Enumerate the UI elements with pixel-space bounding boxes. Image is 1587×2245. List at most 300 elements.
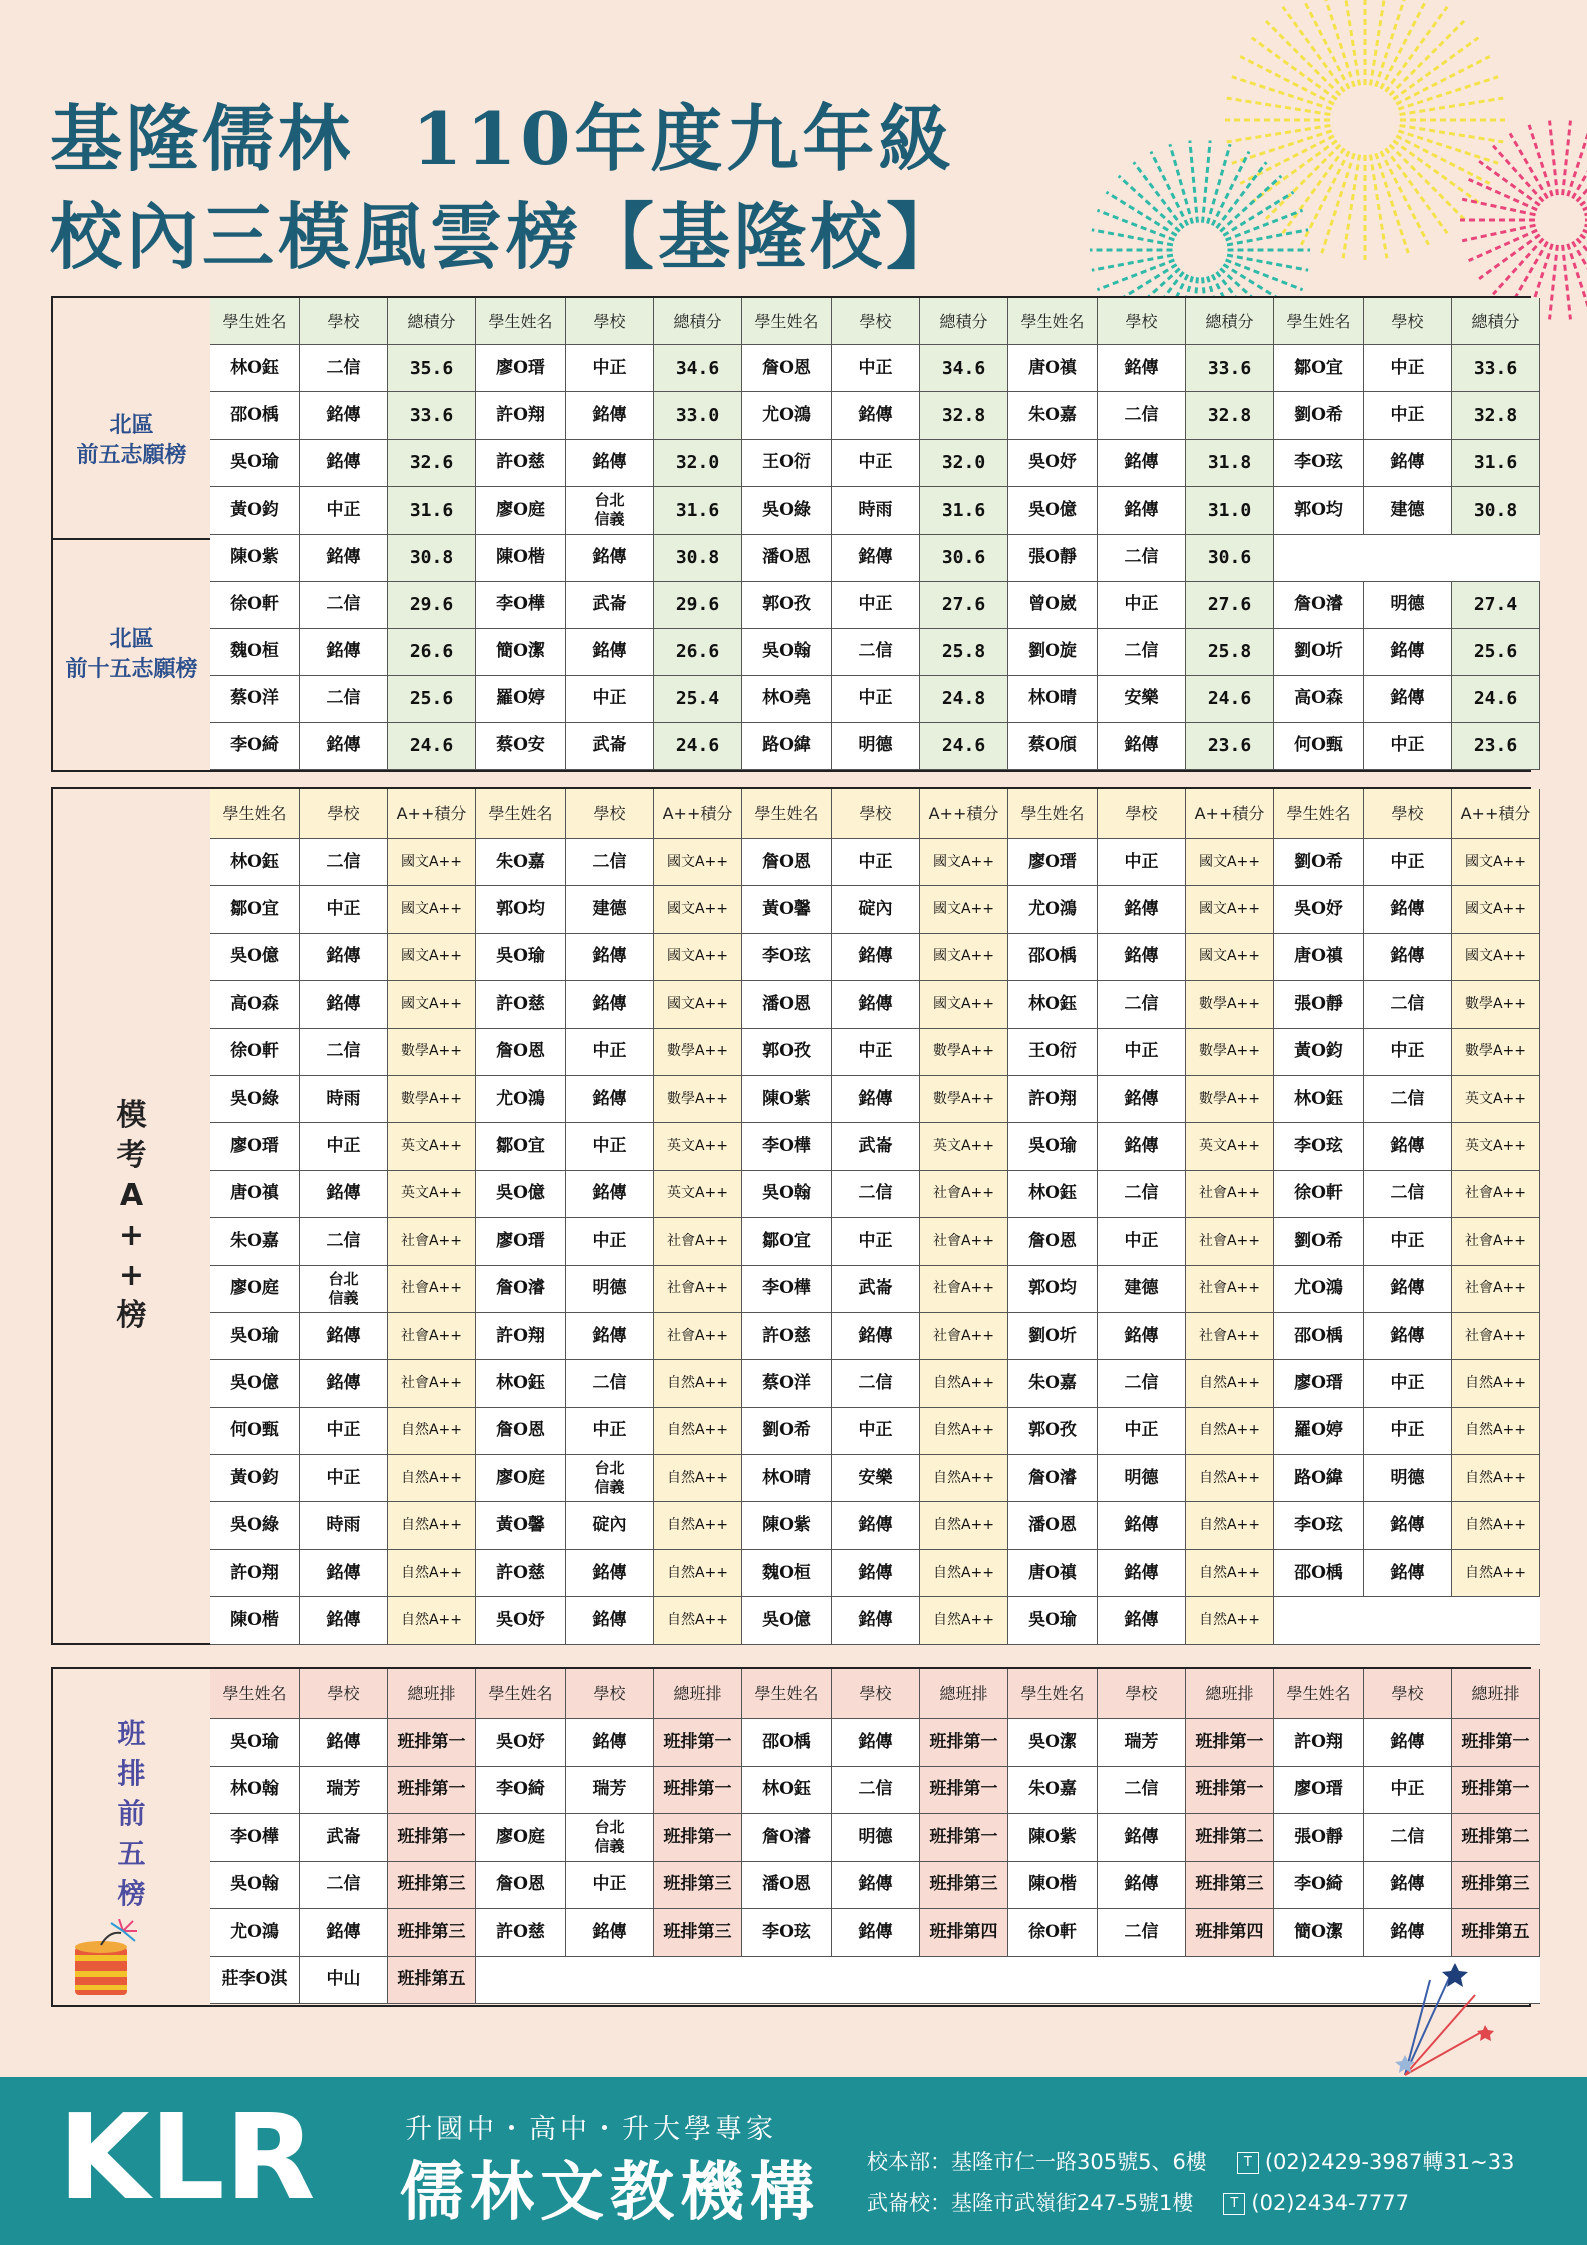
school: 中正 [1098,839,1186,886]
score: 英文A++ [654,1123,742,1170]
student-name: 徐O軒 [1274,1171,1364,1218]
school: 銘傳 [300,981,388,1028]
score: 25.8 [920,629,1008,676]
student-name: 劉O希 [1274,839,1364,886]
student-name: 廖O瑨 [476,1218,566,1265]
score: 31.0 [1186,487,1274,534]
header-cell: 總積分 [388,298,476,345]
score: 數學A++ [1186,1076,1274,1123]
score: 自然A++ [920,1360,1008,1407]
student-name: 吳O億 [742,1597,832,1644]
student-name: 徐O軒 [210,582,300,629]
student-name: 廖O瑨 [210,1123,300,1170]
score: 班排第一 [654,1814,742,1862]
score: 25.8 [1186,629,1274,676]
school: 明德 [1364,1455,1452,1502]
score: 24.8 [920,676,1008,723]
school: 銘傳 [300,1313,388,1360]
score: 社會A++ [1452,1218,1540,1265]
header-cell: 學校 [1098,1669,1186,1719]
student-name: 詹O恩 [476,1029,566,1076]
school: 安樂 [1098,676,1186,723]
school: 中正 [1364,392,1452,439]
header-cell: 學生姓名 [476,1669,566,1719]
score: 自然A++ [1452,1550,1540,1597]
student-name: 詹O濬 [1274,582,1364,629]
score: 29.6 [654,582,742,629]
header-cell: A++積分 [654,789,742,839]
score: 25.6 [1452,629,1540,676]
student-name: 唐O禛 [1008,345,1098,392]
score: 31.6 [920,487,1008,534]
student-name: 高O森 [210,981,300,1028]
school: 時雨 [832,487,920,534]
student-name: 吳O瑜 [1008,1123,1098,1170]
title-line-2: 校內三模風雲榜【基隆校】 [50,194,963,279]
school: 銘傳 [1364,440,1452,487]
score: 國文A++ [388,839,476,886]
school: 銘傳 [566,1171,654,1218]
score: 班排第一 [1186,1719,1274,1767]
score: 班排第三 [1452,1862,1540,1910]
header-cell: 學生姓名 [1008,1669,1098,1719]
student-name: 許O翔 [476,1313,566,1360]
school: 二信 [300,676,388,723]
school: 銘傳 [832,981,920,1028]
score: 班排第五 [1452,1909,1540,1957]
score: 班排第一 [1452,1719,1540,1767]
student-name: 詹O恩 [476,1408,566,1455]
student-name: 劉O希 [1274,392,1364,439]
school: 中正 [1364,1408,1452,1455]
school: 中正 [300,1408,388,1455]
student-name: 蔡O安 [476,723,566,770]
school: 銘傳 [832,1313,920,1360]
school: 銘傳 [832,1719,920,1767]
header-cell: 總積分 [654,298,742,345]
student-name: 許O翔 [1274,1719,1364,1767]
student-name: 詹O濬 [476,1266,566,1313]
student-name: 蔡O洋 [742,1360,832,1407]
score: 班排第四 [1186,1909,1274,1957]
school: 中正 [832,839,920,886]
student-name: 張O靜 [1008,535,1098,582]
volunteer-side [53,298,212,769]
score: 30.8 [1452,487,1540,534]
header-cell: 學生姓名 [476,298,566,345]
svg-text:KLR: KLR [58,2102,316,2212]
student-name: 詹O恩 [742,345,832,392]
score: 32.0 [654,440,742,487]
score: 自然A++ [1186,1360,1274,1407]
school: 二信 [300,1862,388,1910]
score: 27.4 [1452,582,1540,629]
header-cell: 總班排 [1186,1669,1274,1719]
school: 銘傳 [832,1550,920,1597]
school: 中正 [1364,723,1452,770]
student-name: 吳O翰 [742,1171,832,1218]
student-name: 莊李O淇 [210,1957,300,2005]
student-name: 劉O希 [742,1408,832,1455]
header-cell: 學生姓名 [742,298,832,345]
student-name: 詹O恩 [742,839,832,886]
header-cell: 學校 [566,789,654,839]
header-cell: 學生姓名 [1008,298,1098,345]
student-name: 廖O庭 [476,1814,566,1862]
score: 32.8 [1186,392,1274,439]
score: 國文A++ [1186,886,1274,933]
student-name: 吳O瑜 [210,440,300,487]
header-cell: 學生姓名 [210,298,300,345]
score: 31.6 [1452,440,1540,487]
aplus-table [210,789,1529,1645]
score: 國文A++ [654,886,742,933]
student-name: 李O玹 [1274,1502,1364,1549]
student-name: 陳O楷 [476,535,566,582]
score: 班排第五 [388,1957,476,2005]
student-name: 陳O紫 [210,535,300,582]
school: 銘傳 [1364,934,1452,981]
student-name: 李O玹 [1274,1123,1364,1170]
student-name: 李O玹 [1274,440,1364,487]
school: 中正 [1364,839,1452,886]
student-name: 唐O禛 [1008,1550,1098,1597]
score: 國文A++ [920,839,1008,886]
address-main [867,2146,1514,2176]
score: 26.6 [654,629,742,676]
student-name: 廖O瑨 [1274,1767,1364,1815]
school: 武崙 [566,723,654,770]
header-cell: 學生姓名 [1274,789,1364,839]
student-name: 高O森 [1274,676,1364,723]
student-name: 何O甄 [1274,723,1364,770]
score: 31.8 [1186,440,1274,487]
score: 國文A++ [1452,886,1540,933]
school: 中正 [1098,1218,1186,1265]
score: 27.6 [920,582,1008,629]
school: 台北 信義 [566,1455,654,1502]
header-cell: 學生姓名 [742,1669,832,1719]
student-name: 潘O恩 [1008,1502,1098,1549]
school: 銘傳 [300,1909,388,1957]
rank-table [210,1669,1529,2004]
student-name: 許O慈 [476,1909,566,1957]
score: 社會A++ [1452,1313,1540,1360]
student-name: 李O樺 [210,1814,300,1862]
school: 台北 信義 [300,1266,388,1313]
school: 建德 [1098,1266,1186,1313]
school: 武崙 [832,1266,920,1313]
school: 銘傳 [832,1862,920,1910]
score: 自然A++ [1186,1550,1274,1597]
school: 台北 信義 [566,487,654,534]
score: 自然A++ [920,1502,1008,1549]
school: 武崙 [566,582,654,629]
student-name: 鄒O宜 [476,1123,566,1170]
school: 銘傳 [1098,1597,1186,1644]
score: 國文A++ [1186,934,1274,981]
school: 銘傳 [566,981,654,1028]
header-cell: A++積分 [1452,789,1540,839]
school: 中正 [1364,345,1452,392]
score: 24.6 [920,723,1008,770]
student-name: 鄒O宜 [742,1218,832,1265]
school: 台北 信義 [566,1814,654,1862]
student-name: 邵O楀 [742,1719,832,1767]
school: 銘傳 [566,1313,654,1360]
student-name: 潘O恩 [742,535,832,582]
school: 二信 [1098,1767,1186,1815]
score: 數學A++ [388,1076,476,1123]
student-name: 吳O億 [1008,487,1098,534]
brand-logo [58,2102,368,2216]
school: 銘傳 [1364,1862,1452,1910]
score: 社會A++ [1186,1171,1274,1218]
school: 銘傳 [566,934,654,981]
score: 國文A++ [1186,839,1274,886]
student-name: 陳O紫 [1008,1814,1098,1862]
student-name: 尤O鴻 [742,392,832,439]
school: 中正 [832,440,920,487]
header-cell: 學生姓名 [210,789,300,839]
header-cell: 學校 [300,789,388,839]
student-name: 詹O濬 [742,1814,832,1862]
score: 33.6 [1186,345,1274,392]
score: 社會A++ [920,1266,1008,1313]
student-name: 陳O紫 [742,1076,832,1123]
school: 二信 [1098,981,1186,1028]
student-name: 吳O翰 [742,629,832,676]
score: 社會A++ [1452,1266,1540,1313]
score: 班排第三 [388,1909,476,1957]
header-cell: 學校 [1098,789,1186,839]
score: 班排第三 [654,1909,742,1957]
school: 中正 [1364,1029,1452,1076]
page-title [50,90,962,286]
student-name: 詹O濬 [1008,1455,1098,1502]
student-name: 林O鈺 [476,1360,566,1407]
school: 銘傳 [1364,1719,1452,1767]
school: 銘傳 [1098,1313,1186,1360]
school: 中正 [566,345,654,392]
school: 銘傳 [832,1597,920,1644]
student-name: 吳O綠 [210,1076,300,1123]
student-name: 許O慈 [476,981,566,1028]
school: 銘傳 [832,535,920,582]
student-name: 吳O瑜 [210,1313,300,1360]
school: 明德 [1098,1455,1186,1502]
score: 班排第一 [1186,1767,1274,1815]
school: 銘傳 [1364,1909,1452,1957]
school: 時雨 [300,1502,388,1549]
student-name: 邵O楀 [1008,934,1098,981]
student-name: 邵O楀 [210,392,300,439]
score: 自然A++ [1452,1455,1540,1502]
student-name: 郭O孜 [1008,1408,1098,1455]
student-name: 尤O鴻 [1274,1266,1364,1313]
school: 明德 [566,1266,654,1313]
student-name: 羅O婷 [476,676,566,723]
rank-side [53,1669,212,2004]
school: 中正 [566,676,654,723]
student-name: 林O晴 [1008,676,1098,723]
score: 25.6 [388,676,476,723]
school: 銘傳 [566,392,654,439]
score: 國文A++ [654,981,742,1028]
score: 34.6 [654,345,742,392]
score: 班排第一 [920,1767,1008,1815]
title-line-1: 基隆儒林 110年度九年級 [50,96,955,181]
score: 自然A++ [654,1502,742,1549]
student-name: 郭O孜 [742,582,832,629]
score: 23.6 [1452,723,1540,770]
student-name: 黃O鈞 [210,1455,300,1502]
student-name: 尤O鴻 [476,1076,566,1123]
school: 銘傳 [1098,1550,1186,1597]
header-cell: 學校 [1364,298,1452,345]
school: 銘傳 [832,1076,920,1123]
score: 英文A++ [1452,1123,1540,1170]
score: 自然A++ [1186,1455,1274,1502]
header-cell: 學生姓名 [476,789,566,839]
school: 銘傳 [300,723,388,770]
header-cell: 學校 [566,1669,654,1719]
school: 中正 [1364,1360,1452,1407]
school: 明德 [832,723,920,770]
student-name: 路O緯 [1274,1455,1364,1502]
school: 二信 [1098,392,1186,439]
student-name: 李O樺 [476,582,566,629]
student-name: 簡O潔 [1274,1909,1364,1957]
score: 31.6 [388,487,476,534]
school: 二信 [1364,981,1452,1028]
school: 二信 [300,1029,388,1076]
student-name: 林O鈺 [1274,1076,1364,1123]
student-name: 李O綺 [1274,1862,1364,1910]
school: 二信 [1364,1814,1452,1862]
score: 23.6 [1186,723,1274,770]
student-name: 吳O潔 [1008,1719,1098,1767]
student-name: 鄒O宜 [210,886,300,933]
firecracker-icon [61,1919,191,1999]
score: 班排第三 [654,1862,742,1910]
school: 銘傳 [1364,629,1452,676]
score: 26.6 [388,629,476,676]
school: 銘傳 [1098,1862,1186,1910]
school: 二信 [1364,1076,1452,1123]
header-cell: 學校 [832,789,920,839]
volunteer-table [210,298,1529,770]
header-cell: 總班排 [920,1669,1008,1719]
school: 銘傳 [1364,1266,1452,1313]
score: 自然A++ [654,1597,742,1644]
student-name: 廖O瑨 [1274,1360,1364,1407]
empty-cell [1274,1597,1540,1644]
header-cell: 學生姓名 [1274,298,1364,345]
student-name: 曾O崴 [1008,582,1098,629]
score: 數學A++ [1452,1029,1540,1076]
score: 數學A++ [1186,1029,1274,1076]
score: 自然A++ [388,1455,476,1502]
phone-branch: (02)2434-7777 [1251,2191,1409,2215]
school: 銘傳 [300,392,388,439]
school: 銘傳 [1364,1502,1452,1549]
school: 中正 [300,1455,388,1502]
header-cell: 總積分 [1186,298,1274,345]
student-name: 廖O庭 [476,487,566,534]
score: 24.6 [1186,676,1274,723]
score: 社會A++ [388,1218,476,1265]
school: 銘傳 [300,1171,388,1218]
header-cell: 學校 [1098,298,1186,345]
score: 數學A++ [388,1029,476,1076]
student-name: 郭O孜 [742,1029,832,1076]
score: 29.6 [388,582,476,629]
school: 中正 [566,1862,654,1910]
header-cell: 學校 [300,1669,388,1719]
school: 銘傳 [566,535,654,582]
score: 國文A++ [388,934,476,981]
school: 銘傳 [300,535,388,582]
student-name: 吳O瑜 [1008,1597,1098,1644]
fireworks-decoration [1000,0,1587,330]
student-name: 吳O妤 [476,1597,566,1644]
school: 銘傳 [1098,1814,1186,1862]
student-name: 許O翔 [476,392,566,439]
school: 二信 [832,1767,920,1815]
student-name: 廖O庭 [476,1455,566,1502]
student-name: 詹O恩 [1008,1218,1098,1265]
score: 國文A++ [654,934,742,981]
school: 中正 [832,345,920,392]
score: 25.4 [654,676,742,723]
org-name: 儒林文教機構 [400,2156,820,2230]
score: 班排第一 [388,1767,476,1815]
score: 班排第一 [1452,1767,1540,1815]
score: 30.8 [388,535,476,582]
score: 班排第三 [1186,1862,1274,1910]
score: 自然A++ [1186,1502,1274,1549]
score: 社會A++ [1186,1266,1274,1313]
school: 中正 [832,582,920,629]
student-name: 詹O恩 [476,1862,566,1910]
school: 中正 [566,1218,654,1265]
student-name: 林O鈺 [1008,981,1098,1028]
score: 33.6 [1452,345,1540,392]
student-name: 廖O庭 [210,1266,300,1313]
score: 英文A++ [388,1123,476,1170]
star-burst-decoration [1385,1955,1515,2085]
score: 英文A++ [1452,1076,1540,1123]
school: 中正 [1364,1218,1452,1265]
student-name: 朱O嘉 [1008,1360,1098,1407]
student-name: 蔡O頎 [1008,723,1098,770]
student-name: 何O甄 [210,1408,300,1455]
header-cell: 學生姓名 [1008,789,1098,839]
school: 中正 [566,1408,654,1455]
student-name: 許O慈 [476,440,566,487]
score: 數學A++ [920,1029,1008,1076]
header-cell: 學校 [566,298,654,345]
school: 二信 [300,345,388,392]
header-cell: 總班排 [654,1669,742,1719]
school: 銘傳 [300,440,388,487]
score: 社會A++ [388,1313,476,1360]
school: 銘傳 [1098,345,1186,392]
empty-cell [476,1957,1540,2005]
school: 銘傳 [300,1550,388,1597]
score: 33.6 [388,392,476,439]
